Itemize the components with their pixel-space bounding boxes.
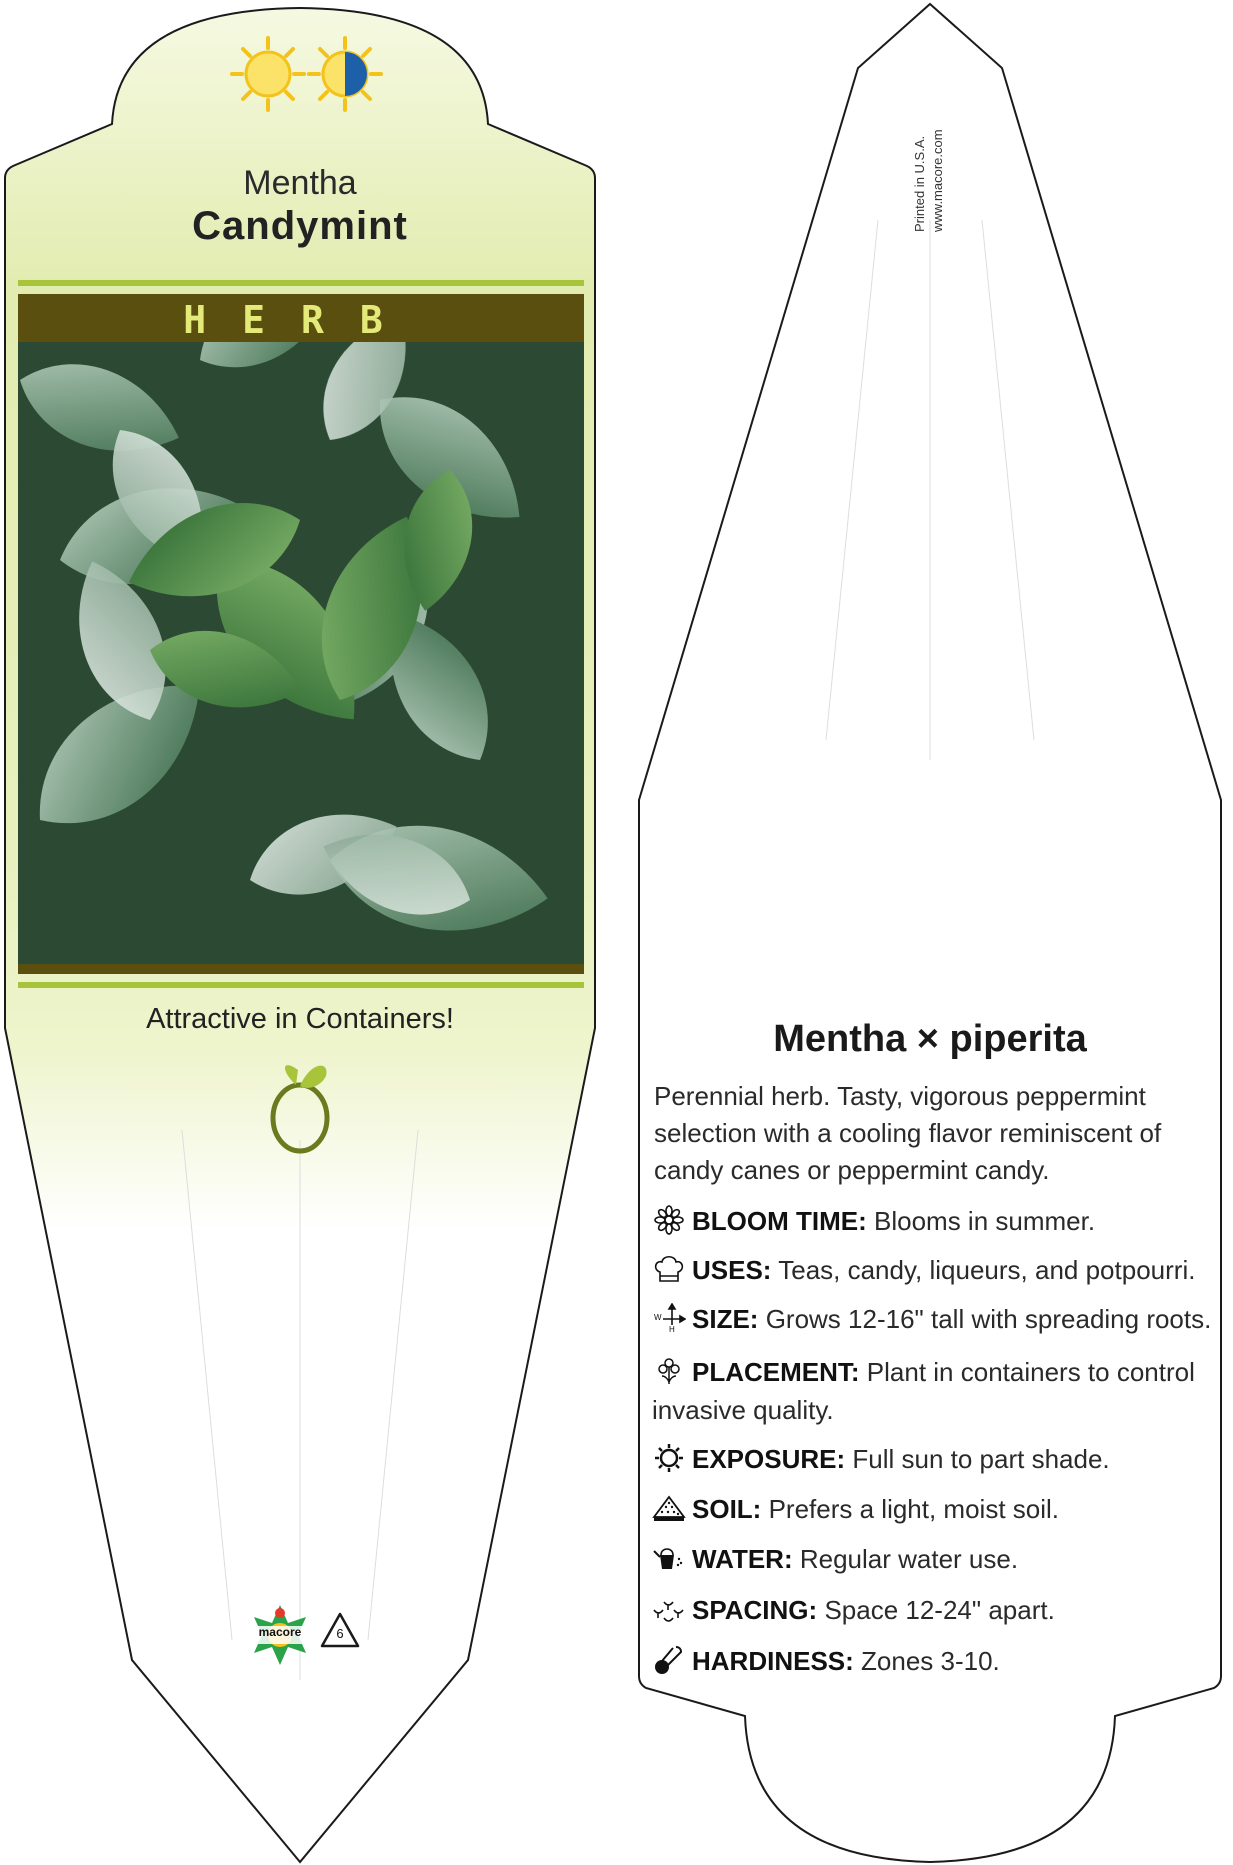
- info-label: SOIL:: [692, 1494, 762, 1524]
- info-hardiness: [652, 1642, 1212, 1680]
- info-size: [652, 1300, 1212, 1338]
- plant-placement-icon: [652, 1356, 686, 1386]
- info-text: Zones 3-10.: [861, 1646, 1000, 1676]
- plant-cultivar: Candymint: [192, 204, 408, 248]
- info-exposure: [652, 1440, 1212, 1478]
- info-placement: [652, 1353, 1212, 1429]
- svg-text:H: H: [669, 1325, 675, 1333]
- info-label: SIZE:: [692, 1304, 759, 1334]
- info-text: Plant in containers to control invasive quality.: [652, 1357, 1195, 1425]
- spacing-icon: [652, 1594, 686, 1624]
- info-soil: [652, 1490, 1212, 1528]
- info-text: Prefers a light, moist soil.: [768, 1494, 1060, 1524]
- info-text: Grows 12-16" tall with spreading roots.: [765, 1304, 1212, 1334]
- printed-in-text: Printed in U.S.A.: [912, 135, 927, 232]
- sun-exposure-icon: [652, 1443, 686, 1473]
- part-shade-icon: [309, 38, 381, 110]
- macore-brand-text: macore: [258, 1625, 302, 1639]
- flower-icon: [652, 1205, 686, 1235]
- info-label: WATER:: [692, 1544, 793, 1574]
- plant-tagline: Attractive in Containers!: [146, 1003, 454, 1035]
- info-label: EXPOSURE:: [692, 1444, 846, 1474]
- soil-icon: [652, 1493, 686, 1523]
- recycle-code: 6: [336, 1626, 344, 1641]
- info-label: HARDINESS:: [692, 1646, 854, 1676]
- info-text: Blooms in summer.: [874, 1206, 1096, 1236]
- plant-genus: Mentha: [243, 164, 357, 202]
- thermometer-icon: [652, 1645, 686, 1675]
- plant-category-band: HERB: [183, 298, 419, 342]
- info-text: Teas, candy, liqueurs, and potpourri.: [778, 1255, 1196, 1285]
- info-spacing: [652, 1591, 1212, 1629]
- plant-description: Perennial herb. Tasty, vigorous peppermint selection with a cooling flavor reminiscent of candy canes or peppermint candy.: [654, 1081, 1162, 1185]
- plant-photo: [7, 251, 584, 964]
- info-label: PLACEMENT:: [692, 1357, 860, 1387]
- chef-hat-icon: [652, 1254, 686, 1284]
- info-text: Space 12-24" apart.: [824, 1595, 1055, 1625]
- info-label: SPACING:: [692, 1595, 818, 1625]
- website-text: www.macore.com: [930, 129, 945, 232]
- info-water: [652, 1540, 1212, 1578]
- svg-text:W: W: [654, 1313, 662, 1322]
- info-label: BLOOM TIME:: [692, 1206, 867, 1236]
- size-arrows-icon: [652, 1303, 686, 1333]
- info-uses: [652, 1251, 1212, 1289]
- info-label: USES:: [692, 1255, 772, 1285]
- full-sun-icon: [232, 38, 304, 110]
- watering-can-icon: [652, 1543, 686, 1573]
- species-name: Mentha × piperita: [773, 1018, 1087, 1060]
- info-bloom-time: [652, 1202, 1212, 1240]
- info-text: Regular water use.: [799, 1544, 1019, 1574]
- info-text: Full sun to part shade.: [852, 1444, 1110, 1474]
